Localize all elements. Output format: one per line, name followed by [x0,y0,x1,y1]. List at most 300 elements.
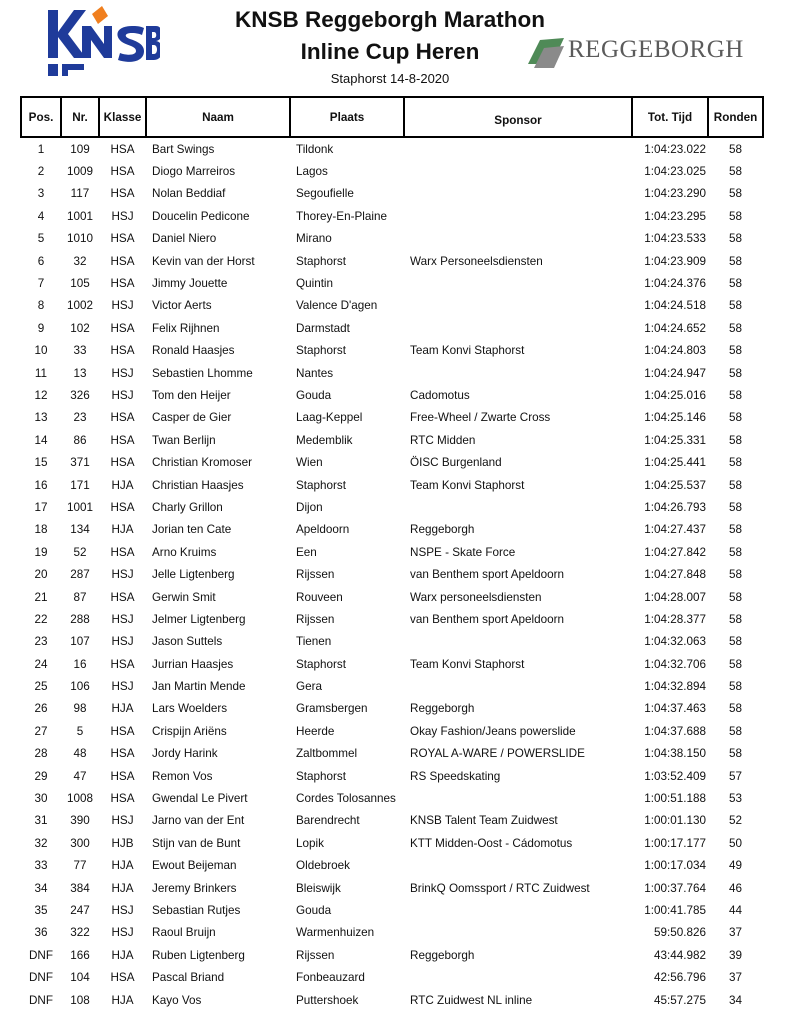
cell-ronden: 37 [728,971,742,985]
cell-pos: 32 [34,836,48,850]
cell-sponsor: Cadomotus [410,388,470,402]
cell-sponsor [404,205,632,227]
cell-nr: 247 [70,903,90,917]
table-row [21,675,763,697]
cell-pos: DNF [28,993,54,1007]
cell-klasse: HSJ [111,299,134,313]
cell-ronden: 58 [728,299,742,313]
table-row [21,160,763,182]
cell-naam: Gerwin Smit [152,590,216,604]
cell-tot-tijd: 1:04:27.842 [644,545,706,559]
cell-plaats: Rijssen [296,568,335,582]
cell-plaats: Staphorst [296,344,347,358]
cell-plaats: Rijssen [296,948,335,962]
cell-plaats: Segoufielle [296,187,354,201]
table-row [21,720,763,742]
table-row [21,205,763,227]
cell-ronden: 52 [728,814,742,828]
cell-plaats: Staphorst [296,657,347,671]
table-row [21,586,763,608]
cell-nr: 134 [70,523,90,537]
cell-sponsor: Okay Fashion/Jeans powerslide [410,724,576,738]
cell-pos: 16 [34,478,48,492]
cell-klasse: HSA [110,277,135,291]
cell-ronden: 58 [728,702,742,716]
cell-naam: Sebastien Lhomme [152,366,253,380]
cell-sponsor [404,899,632,921]
cell-nr: 87 [73,590,87,604]
cell-ronden: 58 [728,277,742,291]
cell-plaats: Quintin [296,277,334,291]
cell-plaats: Heerde [296,724,335,738]
cell-plaats: Rijssen [296,612,335,626]
table-row [21,608,763,630]
cell-klasse: HSJ [111,814,134,828]
cell-naam: Jordy Harink [152,747,218,761]
cell-tot-tijd: 1:00:37.764 [644,881,706,895]
cell-tot-tijd: 1:04:26.793 [644,500,706,514]
cell-sponsor [404,137,632,160]
cell-naam: Kayo Vos [152,993,202,1007]
cell-nr: 47 [73,769,87,783]
table-row [21,563,763,585]
table-row [21,407,763,429]
cell-pos: 21 [34,590,48,604]
cell-naam: Pascal Briand [152,971,225,985]
cell-tot-tijd: 1:00:41.785 [644,903,706,917]
cell-plaats: Een [296,545,317,559]
cell-naam: Jarno van der Ent [152,814,245,828]
cell-klasse: HSJ [111,366,134,380]
cell-pos: 34 [34,881,48,895]
cell-plaats: Gramsbergen [296,702,368,716]
table-row [21,765,763,787]
cell-naam: Jelle Ligtenberg [152,568,235,582]
cell-naam: Twan Berlijn [152,433,216,447]
cell-sponsor [404,183,632,205]
cell-nr: 77 [73,859,87,873]
cell-sponsor [404,496,632,518]
cell-klasse: HSA [110,769,135,783]
cell-klasse: HSA [110,747,135,761]
cell-tot-tijd: 1:04:25.016 [644,388,706,402]
event-subtitle: Staphorst 14-8-2020 [330,71,450,86]
cell-ronden: 58 [728,680,742,694]
cell-klasse: HSA [110,254,135,268]
knsb-logo-mark [48,6,160,76]
cell-klasse: HSA [110,142,135,156]
cell-ronden: 58 [728,209,742,223]
cell-sponsor [404,317,632,339]
cell-nr: 1001 [66,209,93,223]
table-row [21,183,763,205]
cell-nr: 5 [76,724,84,738]
cell-pos: 30 [34,792,48,806]
table-row [21,631,763,653]
cell-plaats: Lagos [296,165,328,179]
cell-nr: 1001 [66,500,93,514]
cell-sponsor: van Benthem sport Apeldoorn [410,568,564,582]
cell-pos: DNF [28,948,54,962]
cell-pos: 24 [34,657,48,671]
cell-naam: Stijn van de Bunt [152,836,241,850]
cell-klasse: HSJ [111,635,134,649]
cell-pos: 27 [34,724,48,738]
cell-nr: 98 [73,702,87,716]
cell-sponsor: KNSB Talent Team Zuidwest [410,814,558,828]
cell-nr: 86 [73,433,87,447]
col-header-ronden: Ronden [708,97,763,137]
cell-pos: 25 [34,680,48,694]
cell-naam: Felix Rijhnen [152,321,220,335]
cell-plaats: Staphorst [296,769,347,783]
cell-naam: Arno Kruims [152,545,217,559]
cell-klasse: HJA [111,523,134,537]
cell-ronden: 58 [728,657,742,671]
table-row [21,340,763,362]
cell-plaats: Mirano [296,232,332,246]
cell-plaats: Staphorst [296,478,347,492]
col-header-klasse: Klasse [99,97,146,137]
cell-nr: 288 [70,612,90,626]
cell-pos: 28 [34,747,48,761]
cell-pos: 10 [34,344,48,358]
cell-naam: Kevin van der Horst [152,254,255,268]
cell-nr: 107 [70,635,90,649]
cell-tot-tijd: 1:04:24.803 [644,344,706,358]
cell-sponsor [404,855,632,877]
cell-pos: 22 [34,612,48,626]
col-header-nr: Nr. [61,97,99,137]
cell-tot-tijd: 1:04:23.909 [644,254,706,268]
cell-naam: Gwendal Le Pivert [152,792,248,806]
cell-ronden: 58 [728,321,742,335]
cell-naam: Ruben Ligtenberg [152,948,245,962]
cell-nr: 117 [70,187,90,201]
cell-nr: 1002 [66,299,93,313]
cell-klasse: HSA [110,321,135,335]
cell-ronden: 37 [728,926,742,940]
cell-pos: 20 [34,568,48,582]
table-row [21,362,763,384]
cell-pos: 33 [34,859,48,873]
cell-nr: 52 [73,545,87,559]
cell-pos: 31 [34,814,48,828]
col-header-naam: Naam [146,97,290,137]
cell-ronden: 49 [728,859,742,873]
cell-naam: Crispijn Ariëns [152,724,227,738]
cell-pos: 15 [34,456,48,470]
cell-naam: Ewout Beijeman [152,859,237,873]
cell-ronden: 58 [728,165,742,179]
cell-sponsor: RTC Zuidwest NL inline [410,993,533,1007]
cell-klasse: HSA [110,792,135,806]
cell-tot-tijd: 43:44.982 [654,948,706,962]
cell-pos: 13 [34,411,48,425]
cell-sponsor: BrinkQ Oomssport / RTC Zuidwest [410,881,590,895]
cell-ronden: 58 [728,500,742,514]
cell-naam: Jorian ten Cate [152,523,232,537]
table-row [21,989,763,1011]
cell-plaats: Barendrecht [296,814,360,828]
cell-naam: Christian Haasjes [152,478,244,492]
cell-ronden: 39 [728,948,742,962]
cell-plaats: Staphorst [296,254,347,268]
cell-plaats: Fonbeauzard [296,971,365,985]
cell-sponsor: Warx personeelsdiensten [410,590,542,604]
cell-ronden: 58 [728,344,742,358]
cell-tot-tijd: 1:00:51.188 [644,792,706,806]
cell-nr: 1010 [66,232,93,246]
cell-klasse: HJA [111,993,134,1007]
col-header-plaats: Plaats [290,97,404,137]
cell-sponsor: RS Speedskating [410,769,501,783]
cell-klasse: HSA [110,971,135,985]
table-row [21,922,763,944]
cell-plaats: Nantes [296,366,334,380]
cell-sponsor [404,922,632,944]
cell-ronden: 58 [728,433,742,447]
cell-pos: 17 [34,500,48,514]
cell-pos: 1 [37,142,45,156]
cell-sponsor: Team Konvi Staphorst [410,478,525,492]
cell-nr: 23 [73,411,87,425]
cell-tot-tijd: 1:04:23.533 [644,232,706,246]
title-line-2: Inline Cup Heren [300,39,480,64]
cell-sponsor: Free-Wheel / Zwarte Cross [410,411,551,425]
cell-naam: Jelmer Ligtenberg [152,612,246,626]
cell-plaats: Medemblik [296,433,353,447]
cell-tot-tijd: 1:03:52.409 [644,769,706,783]
col-header-tot-tijd: Tot. Tijd [632,97,708,137]
cell-plaats: Darmstadt [296,321,350,335]
cell-nr: 322 [70,926,90,940]
cell-sponsor [404,295,632,317]
cell-ronden: 58 [728,612,742,626]
cell-ronden: 53 [728,792,742,806]
cell-tot-tijd: 1:04:24.652 [644,321,706,335]
cell-pos: 3 [37,187,45,201]
table-row [21,810,763,832]
cell-nr: 1009 [66,165,93,179]
cell-sponsor: KTT Midden-Oost - Cádomotus [410,836,573,850]
cell-ronden: 58 [728,747,742,761]
cell-tot-tijd: 59:50.826 [654,926,706,940]
cell-ronden: 58 [728,523,742,537]
cell-klasse: HSA [110,456,135,470]
cell-klasse: HSJ [111,612,134,626]
cell-klasse: HJA [111,702,134,716]
cell-klasse: HJA [111,881,134,895]
cell-plaats: Dijon [296,500,323,514]
cell-tot-tijd: 1:04:27.437 [644,523,706,537]
cell-naam: Victor Aerts [152,299,212,313]
cell-plaats: Apeldoorn [296,523,350,537]
cell-tot-tijd: 1:04:25.441 [644,456,706,470]
table-row [21,653,763,675]
cell-pos: 11 [34,366,48,380]
cell-pos: 9 [37,321,45,335]
cell-tot-tijd: 1:04:37.688 [644,724,706,738]
cell-tot-tijd: 1:04:37.463 [644,702,706,716]
cell-plaats: Oldebroek [296,859,350,873]
cell-tot-tijd: 1:04:32.894 [644,680,706,694]
cell-sponsor: Reggeborgh [410,702,475,716]
cell-sponsor [404,631,632,653]
table-row [21,250,763,272]
cell-sponsor: Reggeborgh [410,523,475,537]
cell-tot-tijd: 1:04:23.022 [644,142,706,156]
cell-pos: 14 [34,433,48,447]
cell-pos: 23 [34,635,48,649]
cell-klasse: HJA [111,478,134,492]
cell-sponsor [404,966,632,988]
table-row [21,272,763,294]
cell-tot-tijd: 1:04:25.146 [644,411,706,425]
cell-sponsor [404,272,632,294]
cell-pos: 35 [34,903,48,917]
cell-ronden: 58 [728,590,742,604]
cell-tot-tijd: 1:04:25.537 [644,478,706,492]
cell-klasse: HSA [110,187,135,201]
cell-tot-tijd: 45:57.275 [654,993,706,1007]
cell-nr: 171 [70,478,90,492]
cell-ronden: 58 [728,456,742,470]
cell-pos: 29 [34,769,48,783]
cell-naam: Casper de Gier [152,411,232,425]
cell-klasse: HSJ [111,209,134,223]
table-row [21,944,763,966]
cell-pos: 12 [34,388,48,402]
cell-tot-tijd: 1:00:01.130 [644,814,706,828]
cell-ronden: 58 [728,388,742,402]
cell-tot-tijd: 1:04:27.848 [644,568,706,582]
cell-nr: 16 [73,657,87,671]
cell-pos: 6 [37,254,45,268]
results-body [21,137,763,1011]
cell-ronden: 46 [728,881,742,895]
table-row [21,496,763,518]
cell-naam: Jeremy Brinkers [152,881,237,895]
cell-tot-tijd: 1:04:23.295 [644,209,706,223]
cell-sponsor: Reggeborgh [410,948,475,962]
cell-naam: Jan Martin Mende [152,680,246,694]
cell-nr: 33 [73,344,87,358]
table-row [21,899,763,921]
cell-ronden: 44 [728,903,742,917]
cell-naam: Nolan Beddiaf [152,187,226,201]
cell-tot-tijd: 1:04:24.947 [644,366,706,380]
cell-ronden: 58 [728,187,742,201]
table-row [21,137,763,160]
cell-pos: 36 [34,926,48,940]
knsb-logo [44,4,160,78]
cell-pos: 5 [37,232,45,246]
cell-tot-tijd: 1:04:32.063 [644,635,706,649]
cell-ronden: 58 [728,142,742,156]
cell-pos: DNF [28,971,54,985]
cell-pos: 26 [34,702,48,716]
cell-klasse: HSJ [111,680,134,694]
cell-pos: 19 [34,545,48,559]
cell-sponsor: van Benthem sport Apeldoorn [410,612,564,626]
cell-nr: 108 [70,993,90,1007]
cell-klasse: HSA [110,500,135,514]
cell-plaats: Laag-Keppel [296,411,363,425]
cell-sponsor [404,787,632,809]
cell-nr: 371 [70,456,90,470]
cell-ronden: 57 [728,769,742,783]
table-row [21,295,763,317]
cell-tot-tijd: 1:00:17.177 [644,836,706,850]
cell-tot-tijd: 1:04:24.518 [644,299,706,313]
cell-tot-tijd: 1:04:23.290 [644,187,706,201]
table-row [21,384,763,406]
cell-nr: 102 [70,321,90,335]
table-row [21,966,763,988]
cell-naam: Charly Grillon [152,500,223,514]
cell-ronden: 58 [728,724,742,738]
cell-plaats: Zaltbommel [296,747,358,761]
table-row [21,474,763,496]
table-row [21,228,763,250]
cell-nr: 13 [73,366,87,380]
col-header-sponsor: Sponsor [404,97,632,137]
table-row [21,855,763,877]
cell-naam: Christian Kromoser [152,456,253,470]
cell-tot-tijd: 1:04:25.331 [644,433,706,447]
cell-plaats: Lopik [296,836,324,850]
cell-nr: 390 [70,814,90,828]
cell-tot-tijd: 1:04:38.150 [644,747,706,761]
cell-ronden: 58 [728,411,742,425]
cell-klasse: HSA [110,411,135,425]
cell-naam: Diogo Marreiros [152,165,236,179]
cell-tot-tijd: 1:04:32.706 [644,657,706,671]
cell-naam: Jimmy Jouette [152,277,228,291]
cell-naam: Sebastian Rutjes [152,903,241,917]
cell-klasse: HSA [110,344,135,358]
table-row [21,698,763,720]
cell-ronden: 58 [728,635,742,649]
cell-sponsor: Warx Personeelsdiensten [410,254,543,268]
cell-pos: 2 [37,165,45,179]
cell-tot-tijd: 1:04:24.376 [644,277,706,291]
table-row [21,877,763,899]
cell-nr: 32 [73,254,87,268]
cell-plaats: Wien [296,456,323,470]
cell-naam: Raoul Bruijn [152,926,216,940]
cell-klasse: HSA [110,165,135,179]
table-row [21,743,763,765]
cell-tot-tijd: 1:04:23.025 [644,165,706,179]
cell-sponsor: Team Konvi Staphorst [410,657,525,671]
cell-plaats: Gera [296,680,322,694]
cell-klasse: HSJ [111,903,134,917]
cell-plaats: Puttershoek [296,993,359,1007]
cell-ronden: 34 [728,993,742,1007]
cell-sponsor [404,675,632,697]
cell-sponsor: Team Konvi Staphorst [410,344,525,358]
cell-nr: 166 [70,948,90,962]
cell-naam: Tom den Heijer [152,388,231,402]
cell-ronden: 58 [728,568,742,582]
cell-naam: Ronald Haasjes [152,344,235,358]
cell-tot-tijd: 1:00:17.034 [644,859,706,873]
cell-nr: 326 [70,388,90,402]
cell-klasse: HSJ [111,388,134,402]
reggeborgh-mark-icon [526,34,566,70]
